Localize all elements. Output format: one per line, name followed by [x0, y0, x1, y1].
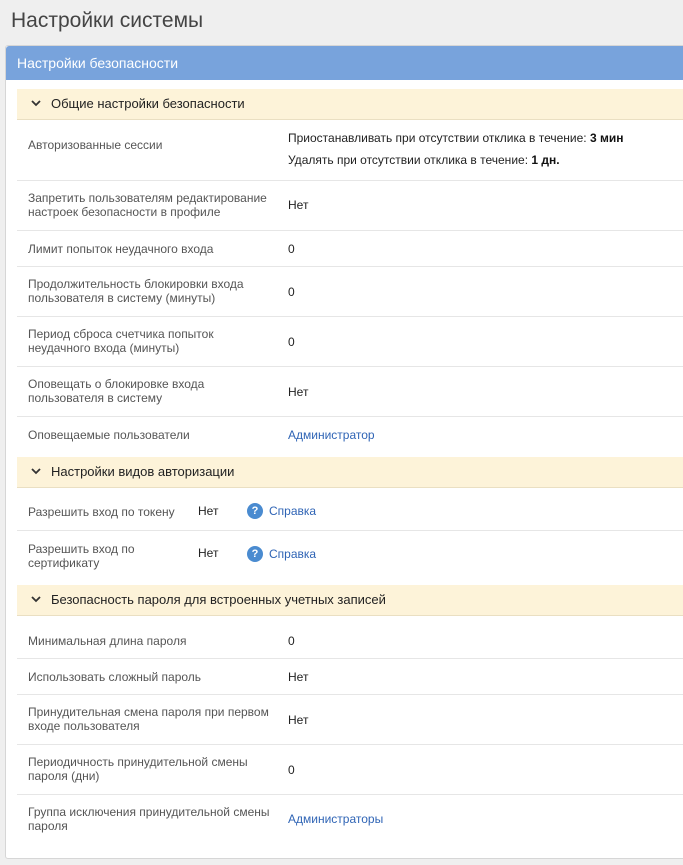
setting-label: Продолжительность блокировки входа пользователя в систему (минуты) — [28, 277, 244, 305]
setting-label: Период сброса счетчика попыток неудачного входа (минуты) — [28, 327, 214, 355]
setting-row-sessions — [17, 121, 683, 181]
setting-row-forbid-edit — [17, 181, 683, 231]
setting-label: Разрешить вход по сертификату — [28, 542, 135, 570]
suspend-text: Приостанавливать при отсутствии отклика в течение: — [288, 131, 587, 145]
section-title: Настройки видов авторизации — [51, 464, 235, 479]
section-title: Общие настройки безопасности — [51, 96, 245, 111]
setting-value: 0 — [288, 335, 295, 349]
setting-row-notified-users — [17, 417, 683, 457]
exclusion-group-link[interactable]: Администраторы — [288, 812, 384, 826]
section-general-security[interactable] — [17, 89, 683, 120]
section-password-security[interactable] — [17, 585, 683, 616]
setting-label: Оповещаемые пользователи — [28, 428, 190, 442]
setting-row-notify-block — [17, 367, 683, 417]
setting-value: Нет — [288, 385, 309, 399]
setting-value: 0 — [288, 763, 295, 777]
setting-value: Нет — [198, 546, 219, 560]
setting-label: Разрешить вход по токену — [28, 505, 175, 519]
security-settings-panel — [5, 45, 683, 859]
setting-label: Минимальная длина пароля — [28, 634, 187, 648]
setting-label: Принудительная смена пароля при первом входе пользователя — [28, 705, 269, 733]
setting-label: Авторизованные сессии — [28, 138, 163, 152]
help-link[interactable] — [247, 546, 316, 562]
notified-users-link[interactable]: Администратор — [288, 428, 375, 442]
delete-value: 1 дн. — [531, 153, 560, 167]
setting-value: Нет — [288, 670, 309, 684]
setting-row-reset-period — [17, 317, 683, 367]
setting-label: Лимит попыток неудачного входа — [28, 242, 214, 256]
setting-row-login-limit — [17, 231, 683, 267]
setting-label: Использовать сложный пароль — [28, 670, 202, 684]
setting-value: 0 — [288, 285, 295, 299]
chevron-down-icon — [30, 586, 46, 616]
setting-label: Периодичность принудительной смены пароля (дни) — [28, 755, 248, 783]
panel-header: Настройки безопасности — [6, 46, 683, 80]
setting-label: Группа исключения принудительной смены пароля — [28, 805, 270, 833]
setting-row-change-period — [17, 745, 683, 795]
setting-row-exclusion-group — [17, 795, 683, 847]
setting-row-complex-password — [17, 659, 683, 695]
setting-row-force-change — [17, 695, 683, 745]
section-title: Безопасность пароля для встроенных учетных записей — [51, 592, 386, 607]
chevron-down-icon — [30, 90, 46, 120]
setting-row-token-login — [17, 489, 683, 531]
help-link-label: Справка — [269, 504, 317, 518]
delete-text: Удалять при отсутствии отклика в течение: — [288, 153, 529, 167]
setting-row-cert-login — [17, 531, 683, 585]
suspend-setting — [288, 131, 624, 145]
help-link[interactable] — [247, 503, 316, 519]
question-circle-icon: ? — [247, 503, 263, 519]
setting-row-block-duration — [17, 267, 683, 317]
setting-value: 0 — [288, 242, 295, 256]
suspend-value: 3 мин — [589, 131, 624, 145]
setting-row-min-length — [17, 617, 683, 659]
question-circle-icon: ? — [247, 546, 263, 562]
setting-value: Нет — [288, 198, 309, 212]
page-title: Настройки системы — [11, 9, 204, 32]
chevron-down-icon — [30, 458, 46, 488]
setting-value: Нет — [198, 504, 219, 518]
setting-label: Оповещать о блокировке входа пользователя в систему — [28, 377, 205, 405]
setting-value: 0 — [288, 634, 295, 648]
setting-label: Запретить пользователям редактирование настроек безопасности в профиле — [28, 191, 267, 219]
section-auth-types[interactable] — [17, 457, 683, 488]
setting-value: Нет — [288, 713, 309, 727]
help-link-label: Справка — [269, 547, 317, 561]
delete-setting — [288, 153, 560, 167]
